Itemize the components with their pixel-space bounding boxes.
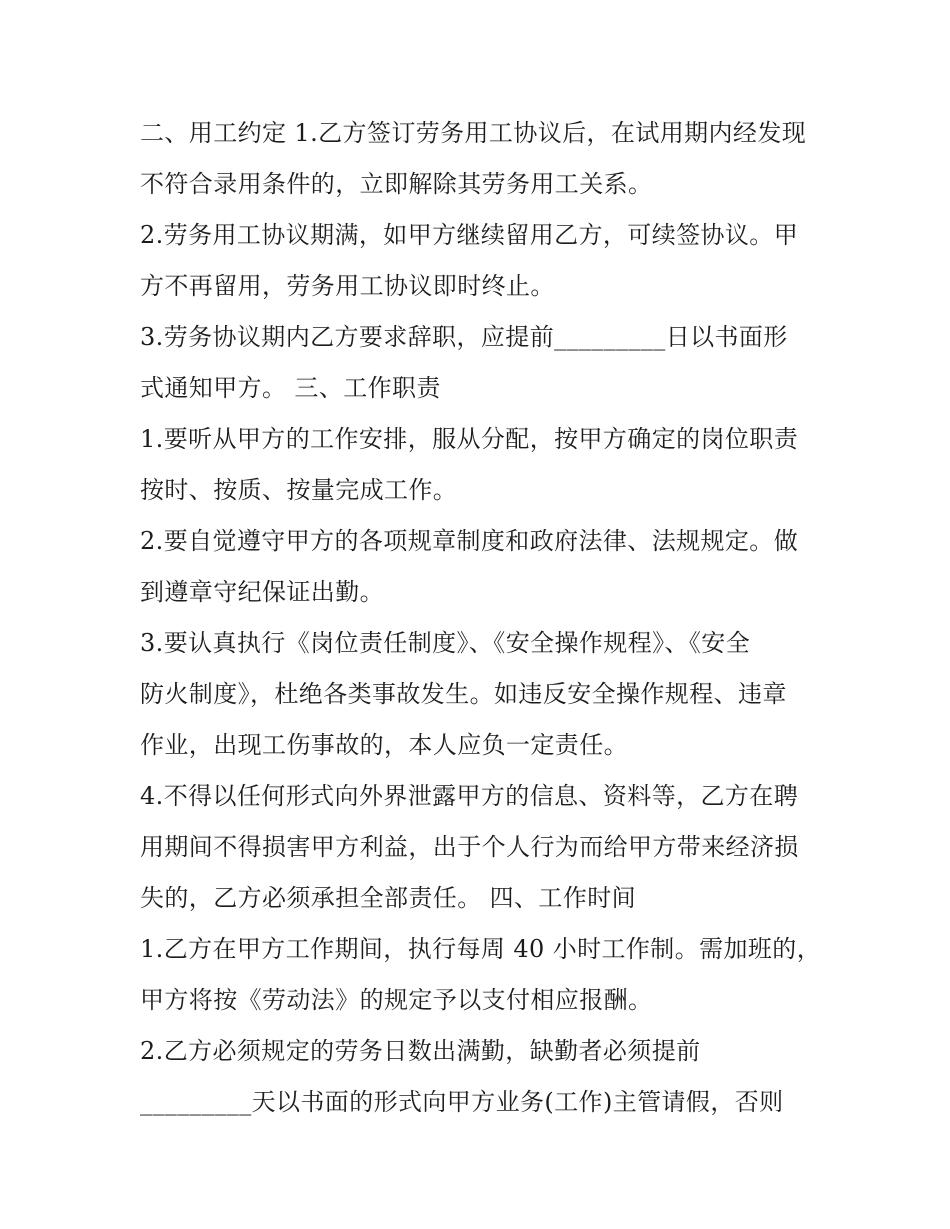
text-line: 3.劳务协议期内乙方要求辞职，应提前_________日以书面形: [140, 323, 788, 351]
text-line: 不符合录用条件的，立即解除其劳务用工关系。: [140, 170, 653, 198]
text-line: 二、用工约定 1.乙方签订劳务用工协议后，在试用期内经发现: [140, 119, 807, 147]
text-line: 2.劳务用工协议期满，如甲方继续留用乙方，可续签协议。甲: [140, 221, 799, 249]
contract-body-text: [140, 108, 830, 1128]
text-line: 用期间不得损害甲方利益，出于个人行为而给甲方带来经济损: [140, 833, 799, 861]
text-line: 甲方将按《劳动法》的规定予以支付相应报酬。: [140, 986, 653, 1014]
text-line: 2.乙方必须规定的劳务日数出满勤，缺勤者必须提前: [140, 1037, 701, 1065]
text-line: 到遵章守纪保证出勤。: [140, 578, 384, 606]
text-line: 2.要自觉遵守甲方的各项规章制度和政府法律、法规规定。做: [140, 527, 799, 555]
text-line: 1.要听从甲方的工作安排，服从分配，按甲方确定的岗位职责: [140, 425, 799, 453]
text-line: 作业，出现工伤事故的，本人应负一定责任。: [140, 731, 628, 759]
text-line: 方不再留用，劳务用工协议即时终止。: [140, 272, 555, 300]
text-line: 4.不得以任何形式向外界泄露甲方的信息、资料等，乙方在聘: [140, 782, 799, 810]
text-line: 1.乙方在甲方工作期间，执行每周 40 小时工作制。需加班的，: [140, 935, 822, 963]
text-line: _________天以书面的形式向甲方业务(工作)主管请假，否则: [140, 1088, 784, 1116]
text-line: 失的，乙方必须承担全部责任。 四、工作时间: [140, 884, 637, 912]
text-line: 式通知甲方。 三、工作职责: [140, 374, 441, 402]
text-line: 3.要认真执行《岗位责任制度》、《安全操作规程》、《安全: [140, 629, 751, 657]
text-line: 防火制度》，杜绝各类事故发生。如违反安全操作规程、违章: [140, 680, 787, 708]
text-line: 按时、按质、按量完成工作。: [140, 476, 458, 504]
